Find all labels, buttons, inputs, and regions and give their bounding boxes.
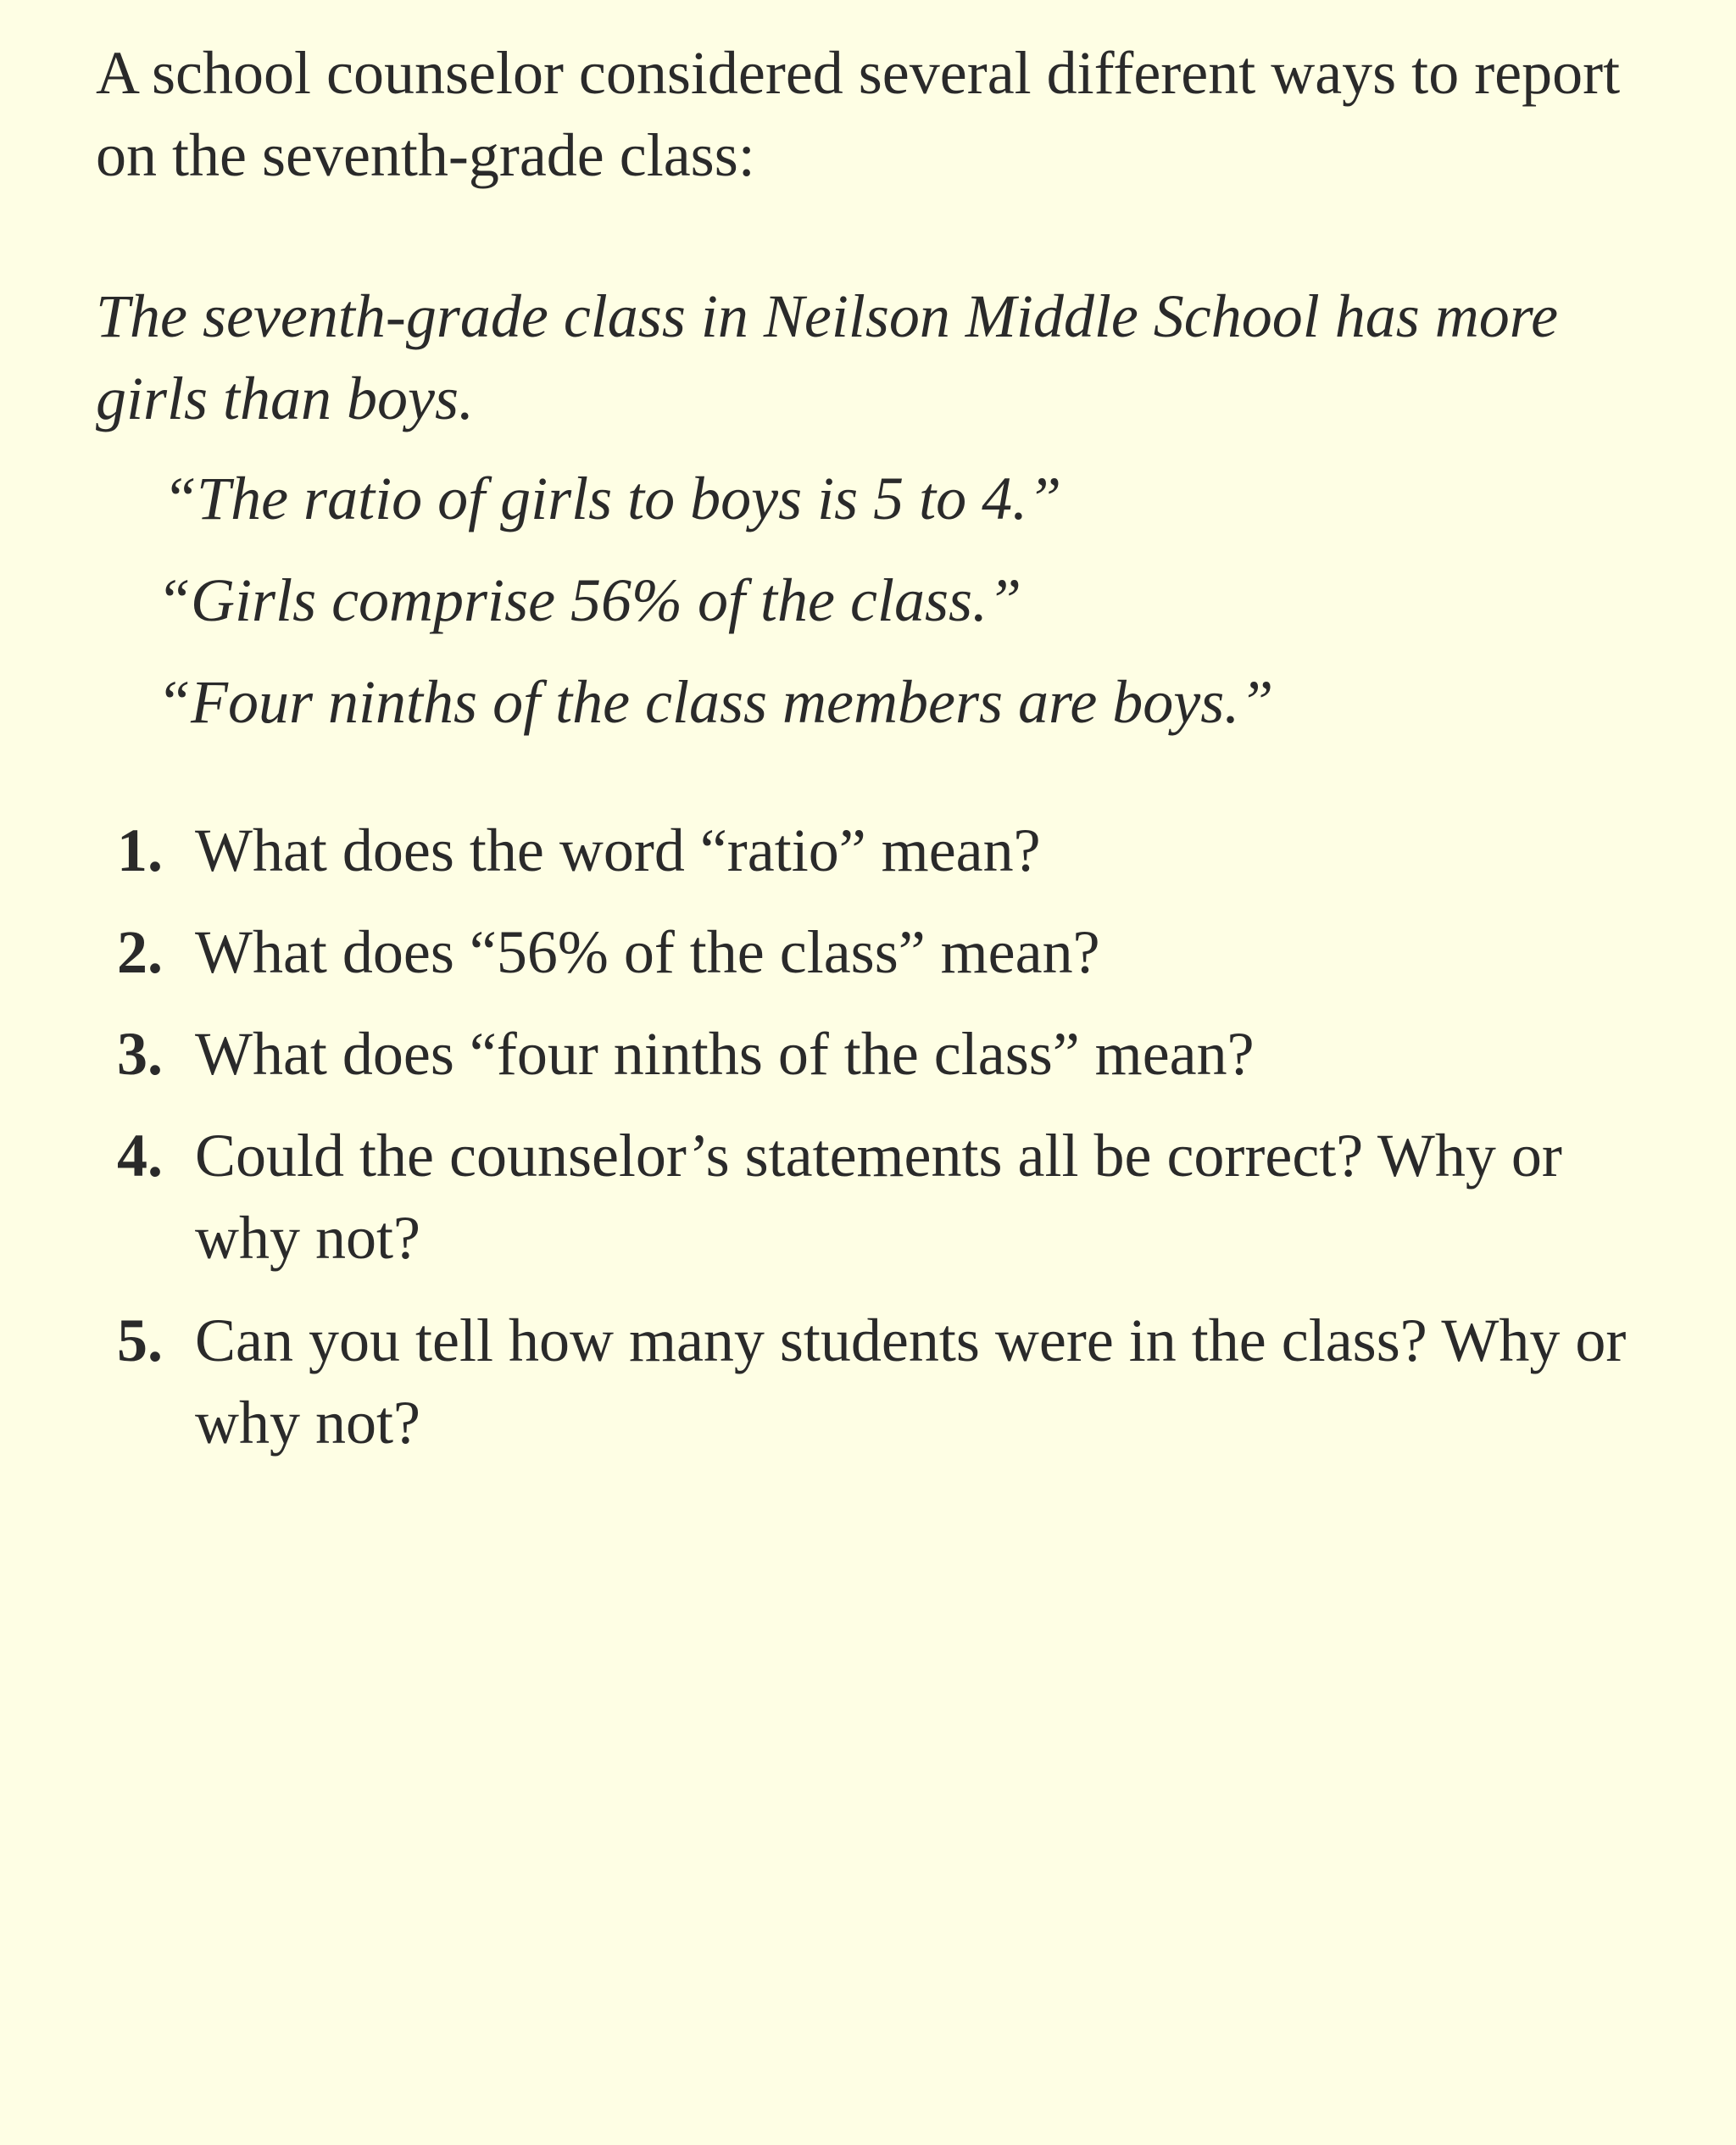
quote-ratio: “The ratio of girls to boys is 5 to 4.” (163, 465, 1062, 532)
question-text: Could the counselor’s statements all be correct? Why or why not? (195, 1122, 1562, 1272)
question-text: What does the word “ratio” mean? (195, 816, 1041, 884)
question-number: 3. (117, 1020, 163, 1088)
question-number: 4. (117, 1122, 163, 1190)
question-text: Can you tell how many students were in the class? Why or why not? (195, 1306, 1627, 1457)
question-number: 5. (117, 1306, 163, 1374)
quote-fraction: “Four ninths of the class members are boys.” (157, 668, 1274, 736)
question-text: What does “56% of the class” mean? (195, 918, 1100, 986)
quote-percent: “Girls comprise 56% of the class.” (157, 566, 1022, 634)
question-number: 2. (117, 918, 163, 986)
question-number: 1. (117, 816, 163, 884)
question-item (117, 810, 1694, 892)
statement-paragraph: The seventh-grade class in Neilson Middle School has more girls than boys. (96, 282, 1559, 432)
question-item (117, 1115, 1694, 1279)
intro-paragraph: A school counselor considered several different ways to report on the seventh-grade class: (96, 39, 1621, 189)
question-text: What does “four ninths of the class” mean? (195, 1020, 1255, 1088)
question-item (117, 1300, 1694, 1464)
question-item (117, 1013, 1694, 1095)
question-item (117, 911, 1694, 994)
